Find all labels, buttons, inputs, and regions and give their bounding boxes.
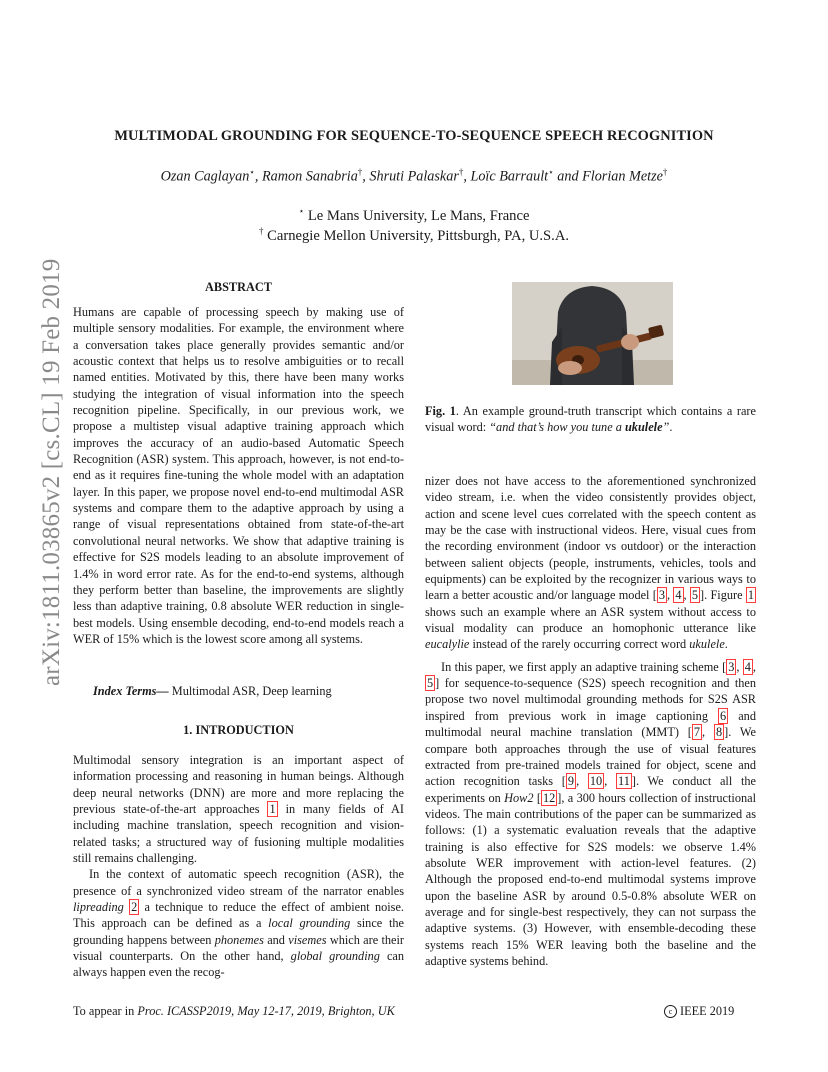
author-separator: , [254, 168, 263, 185]
text-run: , [752, 659, 756, 674]
text-run: ] for sequence-to-sequence (S2S) speech recognition and then propose two novel multimodal grounding methods for S2S ASR inspired from previous work in image captioning [425, 676, 756, 723]
text-run: instead of the rarely occurring correct word [469, 637, 690, 652]
footer-venue [73, 1004, 395, 1019]
emphasis-text: phonemes [214, 932, 264, 947]
author-affiliation-mark: † [357, 167, 363, 177]
text-run: , [667, 588, 674, 603]
emphasis-text: How2 [504, 790, 534, 805]
text-run: which are their visual counterparts. On the other hand, [73, 932, 405, 964]
affiliation-mark: † [258, 226, 264, 236]
footer-prefix: To appear in [73, 1004, 138, 1018]
author-affiliation-mark: ⋆ [249, 167, 255, 177]
right-column [425, 473, 756, 969]
emphasis-text: “and that’s how you tune a [489, 420, 625, 435]
author-name: Ozan Caglayan [160, 168, 250, 185]
text-run: in many fields of AI including machine translation, speech recognition and vision-related tasks; a structured way of fusioning multiple modalities still remains challenging. [73, 802, 404, 866]
author-list [0, 167, 828, 186]
affiliation-text: Le Mans University, Le Mans, France [304, 207, 530, 224]
right-paragraph-2 [425, 659, 756, 970]
text-run: a technique to reduce the effect of ambient noise. This approach can be defined as a [73, 900, 404, 931]
abstract-heading: ABSTRACT [205, 280, 272, 294]
author-name: Florian Metze [582, 168, 663, 185]
author-name: Ramon Sanabria [262, 168, 358, 185]
text-run: In the context of automatic speech recognition (ASR), the presence of a synchronized video stream of the narrator enables [73, 867, 404, 898]
right-paragraph-1 [425, 473, 756, 653]
index-terms-label: Index Terms— [93, 684, 169, 698]
paper-title: MULTIMODAL GROUNDING FOR SEQUENCE-TO-SEQUENCE SPEECH RECOGNITION [114, 128, 714, 144]
citation-link[interactable]: 4 [744, 659, 751, 674]
emphasis-text: ” [662, 420, 670, 435]
figure-ukulele-photo [512, 282, 673, 385]
affiliation-cmu [0, 226, 828, 245]
copyright-icon: c [664, 1005, 677, 1018]
citation-link[interactable]: 1 [269, 802, 276, 817]
emphasis-text: global grounding [290, 949, 380, 964]
emphasis-text: ukulele [689, 637, 725, 652]
author-separator: and [553, 168, 583, 185]
left-column [73, 304, 404, 647]
citation-link[interactable]: 8 [715, 725, 723, 740]
text-run: shows such an example where an ASR system without access to visual modality can produce an homophonic utterance like [425, 604, 756, 636]
citation-link[interactable]: 12 [542, 790, 556, 805]
text-run: , [736, 659, 743, 674]
text-run: In this paper, we first apply an adaptive training scheme [ [441, 659, 727, 674]
citation-link[interactable]: 3 [728, 659, 735, 674]
strong-emphasis-text: ukulele [624, 420, 663, 435]
affiliation-le-mans [0, 206, 828, 225]
text-run: . [724, 637, 728, 652]
author-separator: , [463, 168, 471, 185]
footer-copyright-text: IEEE 2019 [680, 1004, 735, 1018]
text-run: , [576, 774, 588, 789]
author-name: Shruti Palaskar [369, 168, 459, 185]
text-run: . An example ground-truth transcript which contains a rare visual word: [425, 404, 756, 435]
arxiv-side-stamp: arXiv:1811.03865v2 [cs.CL] 19 Feb 2019 [38, 258, 65, 686]
text-run: ]. Figure [700, 588, 746, 603]
figure-caption [425, 403, 756, 436]
text-run: and multimodal neural machine translation (MMT) [ [425, 708, 756, 740]
affiliation-text: Carnegie Mellon University, Pittsburgh, PA, U.S.A. [263, 227, 570, 244]
author-name: Loïc Barrault [470, 168, 549, 185]
text-run: nizer does not have access to the aforementioned synchronized video stream, i.e. when the video consistently provides object, action and scene level cues correlated with the speech content as may be the case with instructional videos. Here, visual cues from the recording environment (indoor vs outdoor) or the interaction between salient objects (people, instruments, vehicles, tools and equipments) can be exploited by the recognizer in various ways to learn a better acoustic and/or language model [ [425, 474, 756, 603]
footer-venue-text: Proc. ICASSP2019, May 12-17, 2019, Brighton, UK [137, 1004, 395, 1018]
citation-link[interactable]: 4 [675, 588, 682, 603]
author-affiliation-mark: † [458, 167, 464, 177]
index-terms-text: Multimodal ASR, Deep learning [168, 684, 332, 698]
footer-copyright [664, 1004, 734, 1019]
citation-link[interactable]: 5 [427, 676, 434, 691]
text-run: can always happen even the recog- [73, 949, 405, 980]
citation-link[interactable]: 2 [131, 900, 138, 915]
citation-link[interactable]: 6 [720, 708, 727, 723]
text-run: , [683, 588, 690, 603]
citation-link[interactable]: 7 [693, 725, 701, 740]
citation-link[interactable]: 5 [691, 588, 699, 603]
abstract-text: Humans are capable of processing speech by making use of multiple sensory modalities. For example, the environment where a conversation takes place generally provides semantic and/or acoustic context that helps us to resolve ambiguities or to recall named entities. Motivated by this, there have been many works studying the integration of visual information into the speech recognition pipeline. Specifically, in our previous work, we propose a multistep visual adaptive training approach which improves the accuracy of an audio-based Automatic Speech Recognition (ASR) system. This approach, however, is not end-to-end as it requires fine-tuning the whole model with an adaptation layer. In this paper, we propose novel end-to-end multimodal ASR systems and compare them to the adaptive approach by using a range of visual representations obtained from state-of-the-art convolutional neural networks. We show that adaptive training is effective for S2S models leading to an absolute improvement of 1.4% in word error rate. As for the end-to-end systems, although they perform better than baseline, the improvements are slightly less than adaptive training, 0.8 absolute WER reduction in single-best models. Using ensemble decoding, end-to-end models reach a WER of 15% which is the lowest score among all systems. [73, 305, 404, 646]
text-run: , [702, 725, 714, 740]
text-run: [ [533, 790, 541, 805]
emphasis-text: visemes [288, 932, 327, 947]
text-run: ], a 300 hours collection of instructional videos. The main contributions of the paper can be summarized as follows: (1) a systematic evaluation reveals that the adaptive training is also effective for S2S models: we observe 1.4% absolute WER improvement with action-level features. (2) Although the proposed end-to-end multimodal systems improve upon the baseline ASR by around 0.5-0.8% absolute WER on average and for single-best respectively, they can not surpass the adaptive systems. (3) However, with ensemble-decoding these systems reach 15% WER leaving both the baseline and the adaptive systems behind. [425, 790, 756, 968]
index-terms [93, 684, 332, 699]
text-run: and [263, 932, 289, 947]
citation-link[interactable]: 10 [589, 774, 603, 789]
text-run: ]. We compare both approaches through the use of visual features extracted from pre-trained models trained for object, scene and action recognition tasks [ [425, 725, 756, 789]
intro-column [73, 752, 404, 981]
text-run: since the grounding happens between [73, 916, 404, 947]
text-run: , [604, 774, 616, 789]
emphasis-text: lipreading [73, 900, 124, 915]
ukulele-player-illustration [512, 282, 673, 385]
intro-paragraph-2 [73, 866, 404, 980]
citation-link[interactable]: 3 [658, 588, 665, 603]
text-run: . [669, 420, 673, 435]
emphasis-text: local grounding [268, 916, 351, 931]
citation-link[interactable]: 9 [567, 774, 575, 789]
text-run: Multimodal sensory integration is an important aspect of information processing and reasoning in human beings. Although deep neural networks (DNN) are more and more replacing the previous state-of-the-art approaches [73, 753, 404, 817]
citation-link[interactable]: 1 [747, 588, 755, 603]
intro-paragraph-1 [73, 752, 404, 866]
emphasis-text: eucalylie [425, 637, 470, 652]
text-run: ]. We conduct all the experiments on [425, 774, 757, 805]
author-separator: , [362, 168, 370, 185]
affiliation-mark: ⋆ [298, 206, 305, 216]
figure-label: Fig. 1 [425, 404, 456, 418]
citation-link[interactable]: 11 [618, 774, 630, 789]
author-affiliation-mark: ⋆ [548, 167, 554, 177]
author-affiliation-mark: † [662, 167, 668, 177]
introduction-heading: 1. INTRODUCTION [183, 723, 294, 737]
